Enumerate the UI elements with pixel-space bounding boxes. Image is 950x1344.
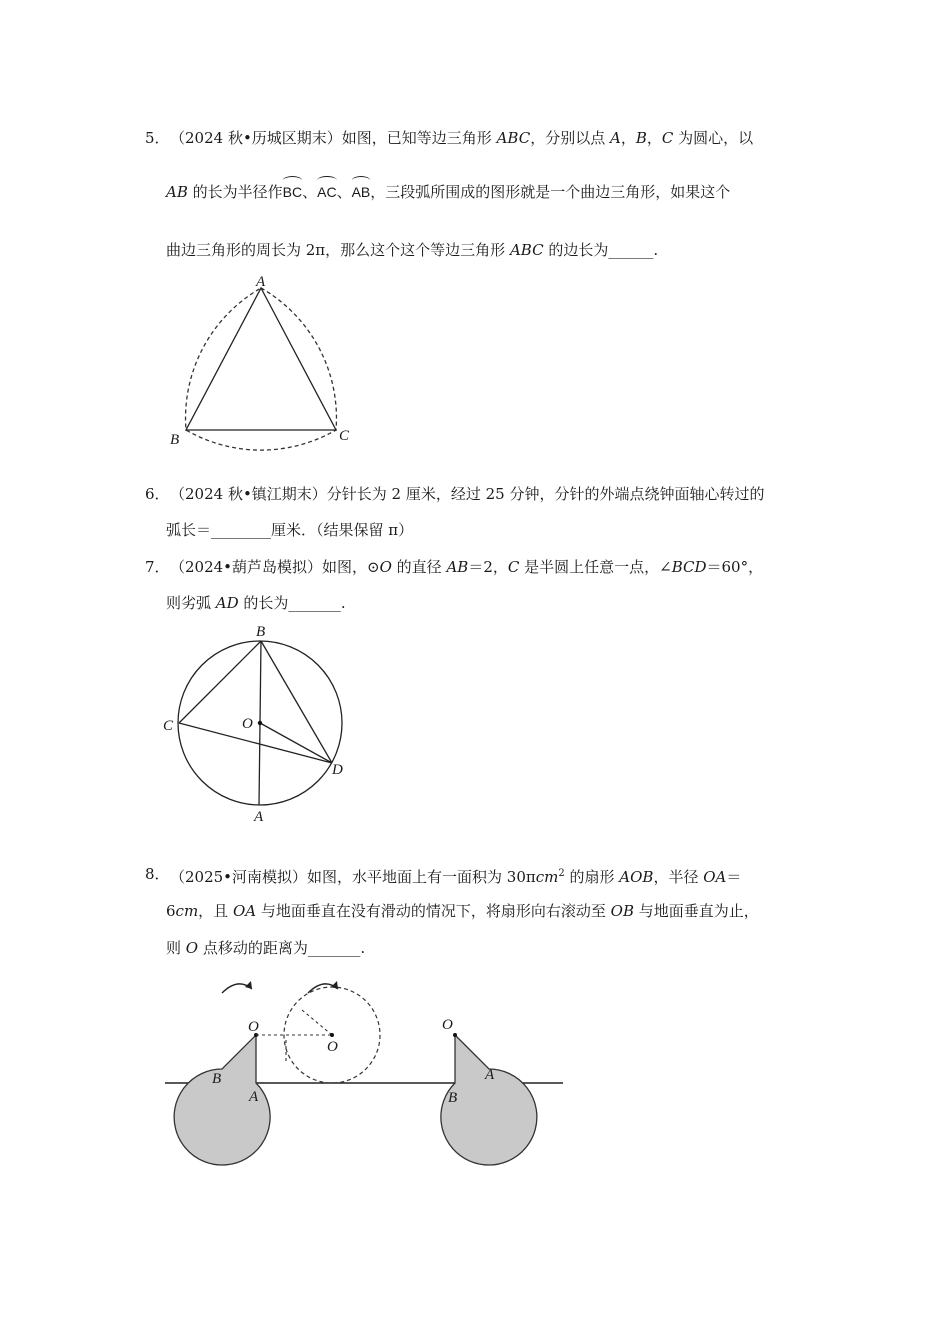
question-7-line-1: （2024•葫芦岛模拟）如图，⊙O 的直径 AB＝2，C 是半圆上任意一点，∠BCD＝60°， [170,558,764,576]
question-7-line-2: 则劣弧 AD 的长为_______. [166,594,346,612]
figure-rolling-sector [160,965,570,1110]
arc-bc-label: BC [282,184,303,200]
label-o-middle: O [327,1039,338,1055]
question-6-line-1: （2024 秋•镇江期末）分针长为 2 厘米，经过 25 分钟，分针的外端点绕钟面轴心转过的 [170,485,765,503]
dashed-segment-2 [302,1010,332,1035]
question-5-line-2: AB 的长为半径作BC、AC、AB，三段弧所围成的图形就是一个曲边三角形，如果这个 [166,183,731,201]
label-point-a: A [254,809,264,825]
question-5-number: 5． [145,129,170,147]
question-6-number: 6． [145,485,170,503]
equilateral-triangle [186,288,336,430]
question-8-line-2: 6cm，且 OA 与地面垂直在没有滑动的情况下，将扇形向右滚动至 OB 与地面垂直为止， [166,902,759,920]
label-b-final: B [448,1090,458,1106]
figure-curved-triangle [165,270,365,450]
label-o-initial: O [248,1019,259,1035]
segment-bd [261,641,332,763]
question-8-line-1: （2025•河南模拟）如图，水平地面上有一面积为 30πcm$^2$ 的扇形 AOB，半径 OA＝ [170,868,742,886]
center-point-o [258,721,262,725]
figure-circle-o [160,620,360,830]
label-a-final: A [485,1067,495,1083]
label-point-c: C [339,428,350,444]
label-o-final: O [442,1017,453,1033]
label-point-d: D [332,762,343,778]
question-5-line-1: （2024 秋•历城区期末）如图，已知等边三角形 ABC，分别以点 A，B，C 为圆心，以 [170,129,754,147]
label-point-o: O [242,716,253,732]
segment-cb [179,641,261,723]
question-8-line-3: 则 O 点移动的距离为_______. [166,939,366,957]
label-a-initial: A [249,1089,259,1105]
label-point-c: C [163,718,174,734]
segment-cd [179,723,332,763]
question-8-number: 8． [145,865,170,883]
label-b-initial: B [212,1071,222,1087]
segment-od [260,723,332,763]
arc-ab-label: AB [351,184,371,200]
question-5-line-3: 曲边三角形的周长为 2π，那么这个这个等边三角形 ABC 的边长为______. [166,241,659,259]
reuleaux-outline [186,288,337,450]
label-point-b: B [170,432,180,448]
question-7-number: 7． [145,558,170,576]
label-point-b: B [256,624,266,640]
question-6-line-2: 弧长＝________厘米．（结果保留 π） [166,521,414,539]
arc-ac-label: AC [317,184,337,200]
label-point-a: A [256,274,266,290]
